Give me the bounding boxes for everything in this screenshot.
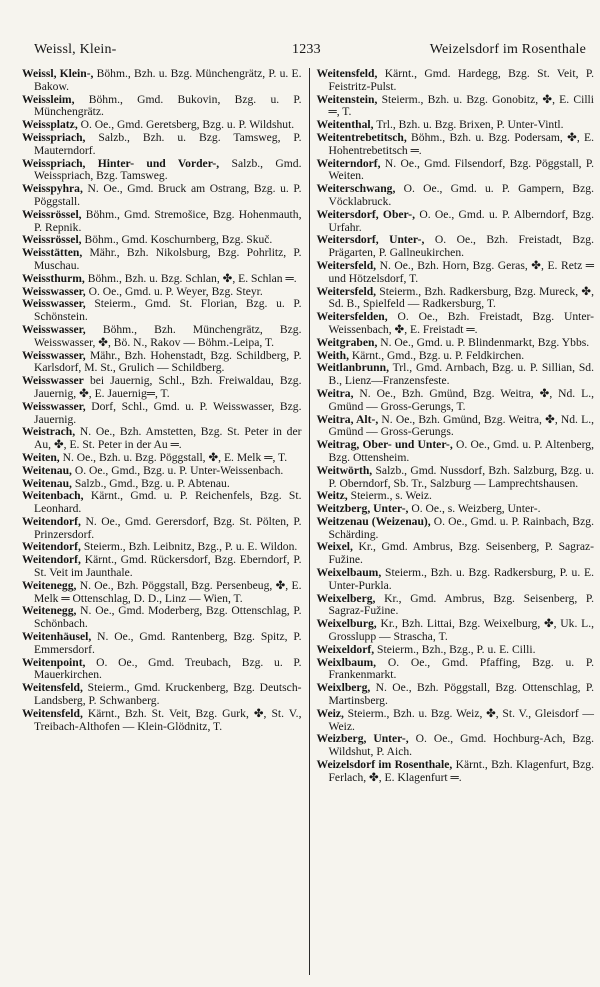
entry-headword: Weitwörth, [316,463,373,477]
entry-text: Steierm., Gmd. Kruckenberg, Bzg. Deutsch-Landsberg, P. Schwanberg. [34,681,302,708]
gazetteer-entry [316,234,594,260]
entry-headword: Weitra, [316,386,354,400]
entry-text: Böhm., Bzh. Münchengrätz, Bzg. Weisswasser, ✤, Bö. N., Rakov — Böhm.-Leipa, T. [34,322,302,349]
page-header [22,42,586,60]
header-left-term: Weissl, Klein- [34,42,117,57]
entry-headword: Weitensfeld, [22,681,83,695]
entry-text: O. Oe., Gmd. u. P. Rainbach, Bzg. Schärding. [328,514,594,541]
entry-headword: Weissplatz, [22,118,78,132]
entry-text: Steierm., s. Weiz. [347,489,432,503]
gazetteer-entry [316,94,594,120]
gazetteer-entry [22,490,301,516]
entry-headword: Weitrag, Ober- und Unter-, [316,438,453,452]
entry-text: O. Oe., Gmd. Geretsberg, Bzg. u. P. Wildshut. [77,118,295,132]
entry-text: N. Oe., Gmd. u. P. Blindenmarkt, Bzg. Ybbs. [377,335,590,349]
entry-headword: Weisswasser [22,374,84,388]
entry-text: O. Oe., Gmd., Bzg. u. P. Unter-Weissenbach. [71,463,284,477]
header-right-term: Weizelsdorf im Rosenthale [429,42,586,57]
gazetteer-entry [22,247,301,273]
gazetteer-entry [316,618,594,644]
entry-headword: Weith, [316,348,350,362]
gazetteer-entry [22,132,301,158]
entry-text: Kärnt., Gmd. u. P. Reichenfels, Bzg. St. Leonhard. [34,489,302,516]
entry-headword: Weisspyhra, [22,182,83,196]
entry-headword: Weitlanbrunn, [316,361,389,375]
entry-text: Kärnt., Gmd. Rückersdorf, Bzg. Eberndorf, P. St. Veit im Jaunthale. [34,553,302,580]
entry-text: O. Oe., s. Weizberg, Unter-. [408,502,541,516]
gazetteer-entry [22,401,301,427]
entry-text: Kärnt., Bzh. Klagenfurt, Bzg. Ferlach, ✤, E. Klagenfurt ═. [328,758,594,784]
entry-headword: Weissleim, [22,92,75,106]
entry-text: Kärnt., Gmd. Hardegg, Bzg. St. Veit, P. Feistritz-Pulst. [328,67,594,93]
entry-headword: Weitzenau (Weizenau), [316,514,431,528]
entry-text: Böhm., Gmd. Stremošice, Bzg. Hohenmauth, P. Repnik. [34,207,302,234]
gazetteer-entry [316,759,594,785]
gazetteer-entry [316,708,594,734]
gazetteer-entry [22,682,301,708]
entry-headword: Weixel, [316,540,353,554]
gazetteer-entry [22,158,301,184]
entry-text: Steierm., Gmd. St. Florian, Bzg. u. P. Schönstein. [34,297,302,324]
entry-headword: Weitensfeld, [316,67,378,80]
gazetteer-entry [22,183,301,209]
entry-text: Böhm., Gmd. Bukovin, Bzg. u. P. Münchengrätz. [34,92,302,119]
entry-text: Steierm., Bzh. u. Bzg. Weiz, ✤, St. V., Gleisdorf — Weiz. [328,706,594,733]
entry-text: Salzb., Gmd. Nussdorf, Bzh. Salzburg, Bzg. u. P. Oberndorf, Sb. Tr., Salzburg — Lamprechtshausen. [328,463,594,490]
gazetteer-entry [316,209,594,235]
entry-text: Steierm., Bzh. u. Bzg. Gonobitz, ✤, E. Cilli ═, T. [328,92,594,119]
entry-headword: Weisswasser, [22,322,86,336]
entry-headword: Weixeldorf, [316,642,375,656]
gazetteer-entry [316,682,594,708]
gazetteer-entry [316,183,594,209]
entry-text: Kärnt., Bzh. St. Veit, Bzg. Gurk, ✤, St. V., Treibach-Althofen — Klein-Glödnitz, T. [34,706,302,733]
entry-text: Böhm., Gmd. Koschurnberg, Bzg. Skuč. [81,233,273,247]
entry-headword: Weixlberg, [316,681,371,695]
entry-text: Kr., Gmd. Ambrus, Bzg. Seisenberg, P. Sagraz-Fužine. [328,540,594,567]
gazetteer-entry [316,516,594,542]
gazetteer-entry [316,362,594,388]
entry-headword: Weitendorf, [22,514,81,528]
entry-text: Mähr., Bzh. Nikolsburg, Bzg. Pohrlitz, P. Muschau. [34,246,302,272]
gazetteer-entry [22,68,301,94]
entry-text: Salzb., Gmd. Weisspriach, Bzg. Tamsweg. [34,156,302,183]
entry-text: O. Oe., Bzh. Freistadt, Bzg. Unter-Weissenbach, ✤, E. Freistadt ═. [328,310,594,336]
entry-headword: Weisstätten, [22,246,83,260]
entry-text: O. Oe., Gmd. u. P. Gampern, Bzg. Vöcklabruck. [328,182,594,208]
entry-text: N. Oe., Bzh. Pöggstall, Bzg. Persenbeug, ✤, E. Melk ═ Ottenschlag, D. D., Linz — Wien, T. [34,578,302,605]
entry-headword: Weisswasser, [22,297,86,311]
entry-text: Trl., Gmd. Arnbach, Bzg. u. P. Sillian, Sd. B., Lienz—Franzensfeste. [328,361,594,388]
gazetteer-entry [22,375,301,401]
entry-text: N. Oe., Bzh. Pöggstall, Bzg. Ottenschlag, P. Martinsberg. [328,681,594,708]
entry-text: O. Oe., Gmd. Hochburg-Ach, Bzg. Wildshut, P. Aich. [328,732,595,759]
entry-headword: Weitenstein, [316,92,378,106]
entry-headword: Weitenau, [22,463,72,477]
entry-headword: Weiterschwang, [316,182,396,196]
entry-headword: Weitentrebetitsch, [316,130,407,144]
gazetteer-entry [316,68,594,94]
gazetteer-entry [316,132,594,158]
entry-text: N. Oe., Bzh. Gmünd, Bzg. Weitra, ✤, Nd. L., Gmünd — Gross-Gerungs, T. [328,386,594,413]
gazetteer-entry [22,94,301,120]
entry-headword: Weitenegg, [22,578,77,592]
gazetteer-entry [316,158,594,184]
entry-text: O. Oe., Gmd. u. P. Alberndorf, Bzg. Urfahr. [328,207,595,234]
entry-columns [22,68,594,975]
entry-text: Kr., Gmd. Ambrus, Bzg. Seisenberg, P. Sagraz-Fužine. [328,591,594,618]
gazetteer-entry [22,426,301,452]
entry-text: O. Oe., Gmd. Treubach, Bzg. u. P. Mauerkirchen. [34,655,302,682]
entry-text: Kr., Bzh. Littai, Bzg. Weixelburg, ✤, Uk. L., Grosslupp — Straschа, T. [328,617,594,644]
entry-headword: Weitz, [316,489,348,503]
entry-headword: Weiterndorf, [316,156,381,170]
gazetteer-entry [316,657,594,683]
gazetteer-entry [22,657,301,683]
entry-headword: Weitzberg, Unter-, [316,502,409,516]
entry-headword: Weissthurm, [22,271,85,285]
entry-headword: Weitersfeld, [316,258,377,272]
entry-headword: Weitra, Alt-, [316,412,379,426]
entry-headword: Weistrach, [22,425,76,439]
entry-headword: Weitersfelden, [316,310,388,324]
entry-headword: Weitenau, [22,476,72,490]
entry-text: O. Oe., Gmd. u. P. Altenberg, Bzg. Ottensheim. [328,438,594,464]
entry-headword: Weitensfeld, [22,706,83,720]
entry-headword: Weitendorf, [22,553,81,567]
entry-headword: Weitenbach, [22,489,84,503]
entry-headword: Weitenpoint, [22,655,86,669]
entry-text: N. Oe., Gmd. Bruck am Ostrang, Bzg. u. P. Pöggstall. [34,182,302,208]
entry-text: O. Oe., Bzh. Freistadt, Bzg. Prägarten, P. Gallneukirchen. [328,233,594,260]
entry-headword: Weizberg, Unter-, [316,732,409,746]
gazetteer-entry [22,631,301,657]
entry-text: Steierm., Bzh. Radkersburg, Bzg. Mureck, ✤, Sd. B., Spielfeld — Radkersburg, T. [328,284,594,311]
entry-text: O. Oe., Gmd. u. P. Weyer, Bzg. Steyr. [85,284,263,298]
entry-headword: Weisswasser, [22,399,86,413]
gazetteer-entry [316,733,594,759]
entry-headword: Weitersfeld, [316,284,377,298]
gazetteer-entry [316,593,594,619]
gazetteer-entry [316,260,594,286]
gazetteer-entry [22,350,301,376]
gazetteer-entry [22,516,301,542]
entry-headword: Weitenthal, [316,118,374,132]
entry-text: Steierm., Bzh. u. Bzg. Radkersburg, P. u. E. Unter-Purkla. [328,566,594,592]
entry-text: N. Oe., Bzh. Horn, Bzg. Geras, ✤, E. Retz ═ und Hötzelsdorf, T. [328,258,594,285]
gazetteer-entry [316,465,594,491]
gazetteer-entry [316,414,594,440]
gazetteer-entry [316,286,594,312]
entry-text: Salzb., Bzh. u. Bzg. Tamsweg, P. Mauterndorf. [34,130,302,157]
entry-text: N. Oe., Bzh. u. Bzg. Pöggstall, ✤, E. Melk ═, T. [59,450,288,464]
entry-text: Dorf, Schl., Gmd. u. P. Weisswasser, Bzg. Jauernig. [34,399,302,426]
entry-text: Böhm., Bzh. u. Bzg. Schlan, ✤, E. Schlan ═. [84,271,297,285]
gazetteer-entry [22,708,301,734]
entry-text: Kärnt., Gmd., Bzg. u. P. Feldkirchen. [349,348,525,362]
entry-text: N. Oe., Bzh. Amstetten, Bzg. St. Peter in der Au, ✤, E. St. Peter in der Au ═. [34,425,302,452]
entry-headword: Weiz, [316,706,344,720]
gazetteer-entry [22,554,301,580]
entry-text: Böhm., Bzh. u. Bzg. Podersam, ✤, E. Hohentrebetitsch ═. [328,130,594,157]
gazetteer-entry [316,388,594,414]
gazetteer-entry [316,567,594,593]
entry-headword: Weisspriach, Hinter- und Vorder-, [22,156,220,170]
page-number: 1233 [292,42,321,57]
entry-text: N. Oe., Gmd. Moderberg, Bzg. Ottenschlag, P. Schönbach. [34,604,302,631]
entry-headword: Weisswasser, [22,348,86,362]
entry-headword: Weixelberg, [316,591,376,605]
entry-text: O. Oe., Gmd. Pfaffing, Bzg. u. P. Frankenmarkt. [328,655,594,682]
gazetteer-entry [316,439,594,465]
gazetteer-entry [22,298,301,324]
entry-headword: Weitgraben, [316,335,378,349]
entry-text: Trl., Bzh. u. Bzg. Brixen, P. Unter-Vintl. [373,118,564,132]
entry-text: Mähr., Bzh. Hohenstadt, Bzg. Schildberg, P. Karlsdorf, M. St., Grulich — Schildberg. [34,348,302,375]
entry-headword: Weitenegg, [22,604,77,618]
entry-headword: Weisspriach, [22,130,86,144]
entry-headword: Weiten, [22,450,60,464]
gazetteer-entry [316,311,594,337]
entry-headword: Weixlbaum, [316,655,377,669]
entry-headword: Weixelburg, [316,617,377,631]
entry-text: N. Oe., Gmd. Rantenberg, Bzg. Spitz, P. Emmersdorf. [34,630,302,656]
gazetteer-entry [22,580,301,606]
gazetteer-entry [22,605,301,631]
left-column [22,68,301,975]
entry-text: Böhm., Bzh. u. Bzg. Münchengrätz, P. u. E. Bakow. [34,67,302,93]
entry-text: Salzb., Gmd., Bzg. u. P. Abtenau. [71,476,230,490]
entry-text: N. Oe., Gmd. Filsendorf, Bzg. Pöggstall, P. Weiten. [328,156,594,183]
entry-text: Steierm., Bzh. Leibnitz, Bzg., P. u. E. Wildon. [80,540,298,554]
entry-text: N. Oe., Gmd. Gerersdorf, Bzg. St. Pölten, P. Prinzersdorf. [34,514,302,541]
entry-headword: Weizelsdorf im Rosenthale, [316,758,453,772]
entry-headword: Weitersdorf, Unter-, [316,233,425,247]
entry-headword: Weixelbaum, [316,566,382,580]
entry-text: Steierm., Bzh., Bzg., P. u. E. Cilli. [374,642,536,656]
entry-headword: Weitendorf, [22,540,81,554]
entry-headword: Weissl, Klein-, [22,67,94,80]
right-column [309,68,594,975]
gazetteer-entry [22,324,301,350]
entry-headword: Weitenhäusel, [22,630,92,644]
entry-headword: Weissrössel, [22,233,82,247]
gazetteer-entry [316,541,594,567]
gazetteer-entry [22,209,301,235]
entry-headword: Weissrössel, [22,207,82,221]
entry-text: bei Jauernig, Schl., Bzh. Freiwaldau, Bzg. Jauernig, ✤, E. Jauernig═, T. [34,374,302,400]
entry-text: N. Oe., Bzh. Gmünd, Bzg. Weitra, ✤, Nd. L., Gmünd — Gross-Gerungs. [328,412,594,439]
entry-headword: Weitersdorf, Ober-, [316,207,416,221]
entry-headword: Weisswasser, [22,284,86,298]
